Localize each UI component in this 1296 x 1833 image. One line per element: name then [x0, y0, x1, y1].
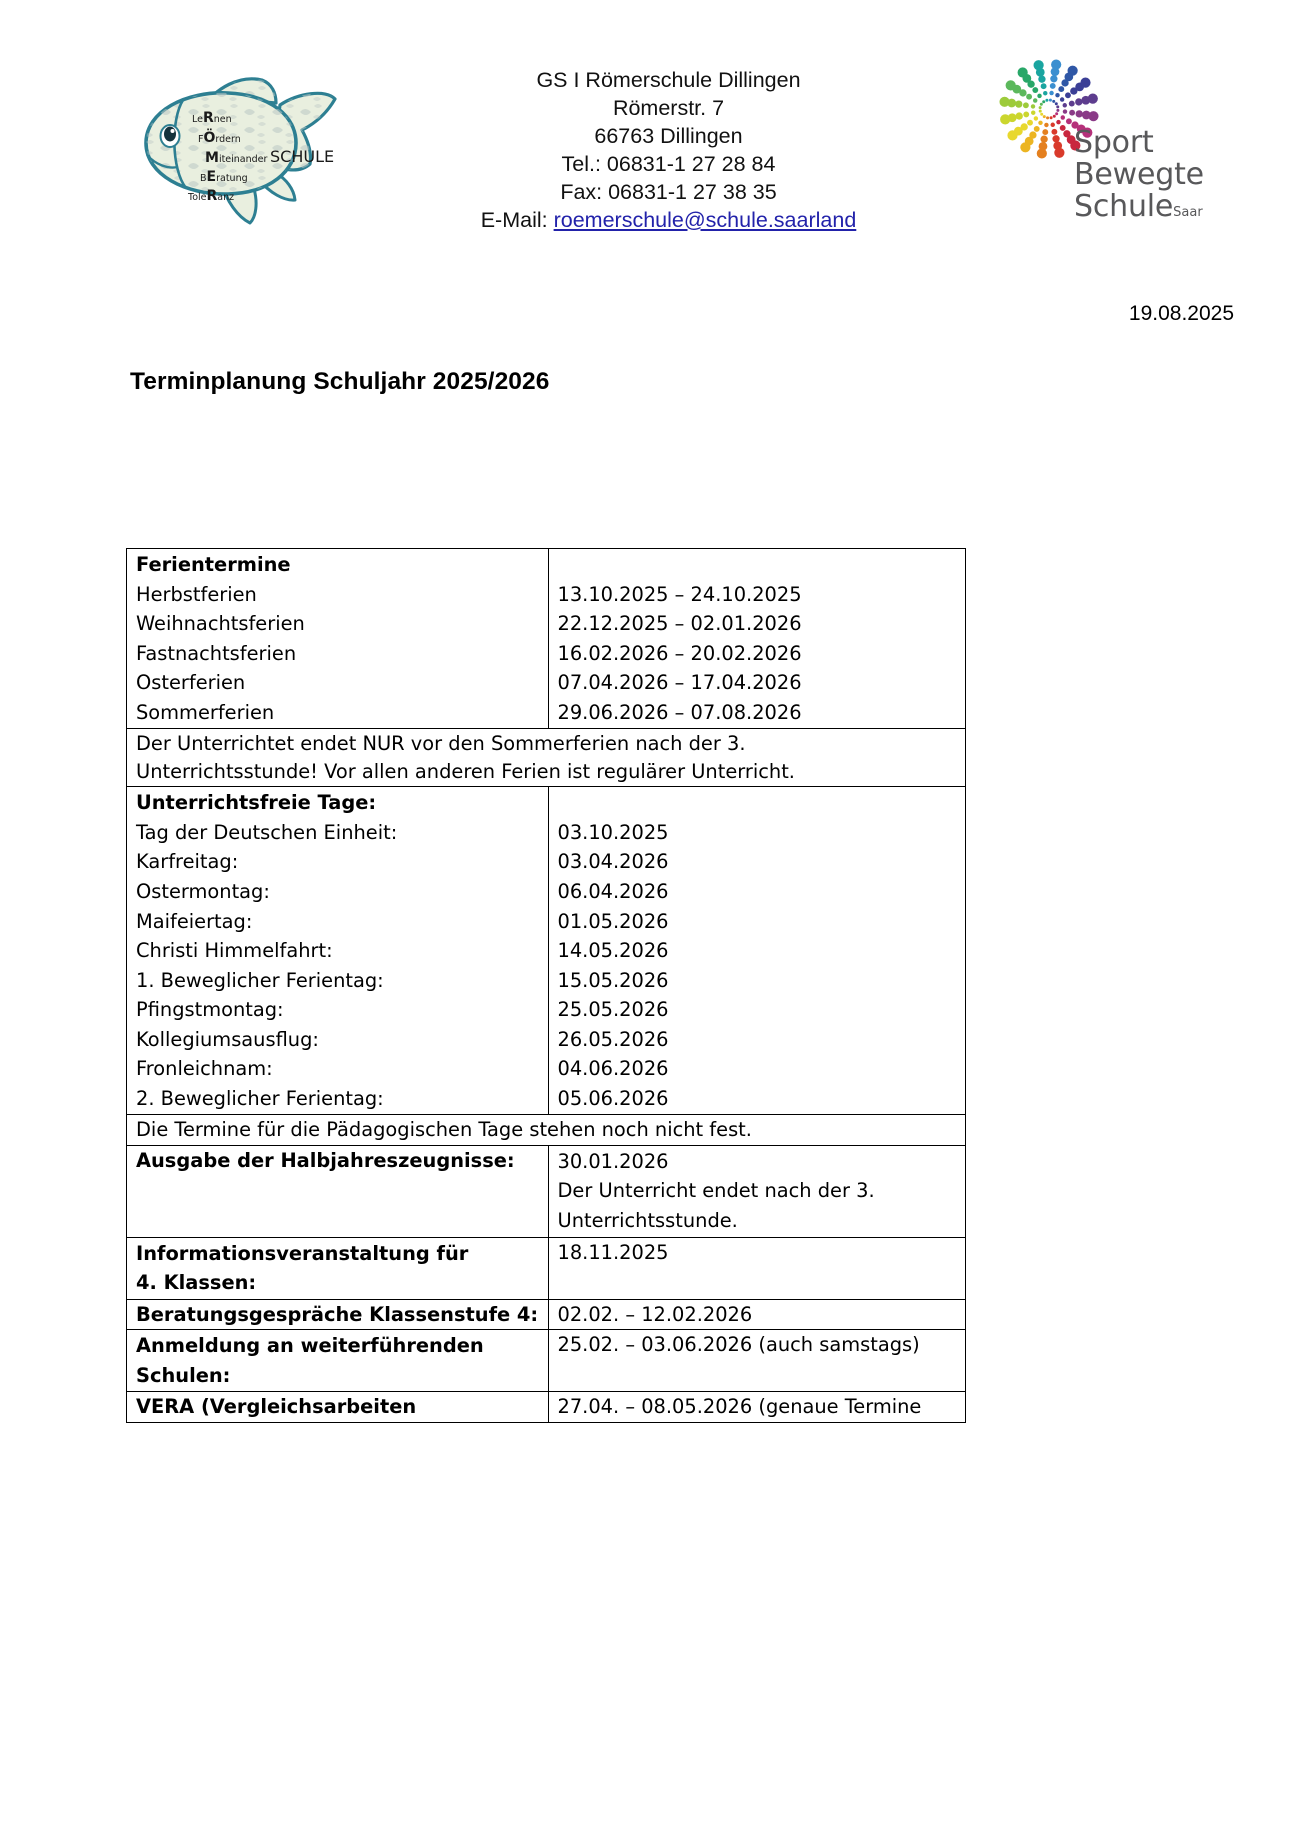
table-row: [127, 1115, 966, 1146]
beratungsgespraeche-label: Beratungsgespräche Klassenstufe 4:: [127, 1299, 549, 1330]
anmeldung-value: 25.02. – 03.06.2026 (auch samstags): [548, 1330, 966, 1392]
list-item: Kollegiumsausflug:: [136, 1027, 319, 1051]
table-row: [127, 549, 966, 729]
sbs-wordmark: [1074, 127, 1204, 223]
list-item: Maifeiertag:: [136, 909, 253, 933]
list-item: Osterferien: [136, 671, 246, 695]
table-row: [127, 1330, 966, 1392]
list-item-value: 05.06.2026: [557, 1086, 669, 1110]
list-item-value: 26.05.2026: [557, 1027, 669, 1051]
list-item: Ostermontag:: [136, 880, 270, 904]
schedule-table-wrap: [126, 548, 966, 1423]
anmeldung-label-line2: Schulen:: [136, 1363, 231, 1387]
note-unterricht-line1: Der Unterrichtet endet NUR vor den Sommerferien nach der 3.: [136, 732, 746, 756]
informationsveranstaltung-label: [127, 1237, 549, 1299]
list-item: Pfingstmontag:: [136, 998, 284, 1022]
list-item-value: 13.10.2025 – 24.10.2025: [557, 582, 802, 606]
sport-bewegte-schule-logo: [986, 55, 1236, 230]
svg-text:FÖrdern: FÖrdern: [198, 130, 241, 146]
list-item-value: 04.06.2026: [557, 1057, 669, 1081]
note-paedagogische-tage: Die Termine für die Pädagogischen Tage stehen noch nicht fest.: [127, 1115, 966, 1146]
svg-text:LeRnen: LeRnen: [192, 110, 232, 126]
svg-text:ToleRanz: ToleRanz: [188, 188, 235, 204]
list-item: Christi Himmelfahrt:: [136, 939, 333, 963]
list-item: Weihnachtsferien: [136, 612, 305, 636]
vera-value: 27.04. – 08.05.2026 (genaue Termine: [548, 1392, 966, 1423]
list-item: Tag der Deutschen Einheit:: [136, 820, 398, 844]
halbjahreszeugnisse-date: 30.01.2026: [557, 1149, 669, 1173]
list-item-value: 16.02.2026 – 20.02.2026: [557, 641, 802, 665]
sbs-suffix: Saar: [1173, 205, 1203, 221]
page-title: Terminplanung Schuljahr 2025/2026: [130, 368, 550, 395]
ferientermine-heading: Ferientermine: [136, 553, 291, 576]
list-item-value: 06.04.2026: [557, 880, 669, 904]
sbs-line2: Bewegte: [1074, 157, 1204, 193]
list-item: Herbstferien: [136, 582, 257, 606]
list-item: Sommerferien: [136, 700, 275, 724]
sbs-line3: Schule: [1074, 189, 1174, 225]
list-item: Fronleichnam:: [136, 1057, 273, 1081]
ferientermine-labels: [127, 549, 549, 729]
school-city: 66763 Dillingen: [594, 123, 743, 148]
letterhead: [0, 0, 1296, 240]
halbjahreszeugnisse-note1: Der Unterricht endet nach der 3.: [557, 1179, 875, 1203]
halbjahreszeugnisse-label: Ausgabe der Halbjahreszeugnisse:: [127, 1145, 549, 1237]
unterrichtsfreie-tage-labels: [127, 787, 549, 1115]
document-date: 19.08.2025: [1128, 302, 1234, 325]
anmeldung-label-line1: Anmeldung an weiterführenden: [136, 1334, 484, 1358]
table-row: [127, 1299, 966, 1330]
table-row: [127, 1237, 966, 1299]
svg-text:Miteinander: Miteinander: [205, 150, 268, 166]
school-fish-logo: [130, 67, 375, 227]
note-unterricht-line2: Unterrichtsstunde! Vor allen anderen Ferien ist regulärer Unterricht.: [136, 759, 795, 783]
list-item-value: 14.05.2026: [557, 939, 669, 963]
list-item: Fastnachtsferien: [136, 641, 297, 665]
school-address-block: [375, 55, 976, 235]
list-item-value: 25.05.2026: [557, 998, 669, 1022]
spacer: [558, 788, 958, 818]
halbjahreszeugnisse-value: [548, 1145, 966, 1237]
list-item: 2. Beweglicher Ferientag:: [136, 1086, 384, 1110]
list-item-value: 29.06.2026 – 07.08.2026: [557, 700, 802, 724]
email-label: E-Mail:: [480, 207, 548, 232]
svg-text:BEratung: BEratung: [200, 169, 248, 185]
list-item-value: 22.12.2025 – 02.01.2026: [557, 612, 802, 636]
list-item-value: 03.10.2025: [557, 820, 669, 844]
email-link[interactable]: roemerschule@schule.saarland: [553, 207, 857, 232]
note-unterricht: [127, 729, 966, 787]
table-row: [127, 729, 966, 787]
informationsveranstaltung-label-line1: Informationsveranstaltung für: [136, 1241, 469, 1265]
list-item-value: 07.04.2026 – 17.04.2026: [557, 671, 802, 695]
school-street: Römerstr. 7: [612, 95, 725, 120]
spacer: [558, 550, 958, 580]
svg-text:SCHULE: SCHULE: [270, 147, 335, 166]
school-fax: Fax: 06831-1 27 38 35: [560, 179, 777, 204]
schedule-table: [126, 548, 966, 1423]
list-item: Karfreitag:: [136, 850, 239, 874]
list-item-value: 03.04.2026: [557, 850, 669, 874]
sbs-line1: Sport: [1074, 125, 1154, 160]
unterrichtsfreie-tage-values: [548, 787, 966, 1115]
vera-label: VERA (Vergleichsarbeiten: [127, 1392, 549, 1423]
sbs-line3-wrap: [1074, 191, 1204, 223]
school-email-line: [375, 207, 962, 235]
unterrichtsfreie-tage-heading: Unterrichtsfreie Tage:: [136, 791, 377, 815]
list-item-value: 15.05.2026: [557, 968, 669, 992]
ferientermine-values: [548, 549, 966, 729]
school-name: GS I Römerschule Dillingen: [536, 68, 801, 92]
list-item-value: 01.05.2026: [557, 909, 669, 933]
table-row: [127, 1145, 966, 1237]
list-item: 1. Beweglicher Ferientag:: [136, 968, 384, 992]
informationsveranstaltung-label-line2: 4. Klassen:: [136, 1271, 257, 1295]
school-phone: Tel.: 06831-1 27 28 84: [561, 151, 776, 176]
informationsveranstaltung-value: 18.11.2025: [548, 1237, 966, 1299]
table-row: [127, 787, 966, 1115]
anmeldung-label: [127, 1330, 549, 1392]
halbjahreszeugnisse-note2: Unterrichtsstunde.: [557, 1209, 738, 1233]
beratungsgespraeche-value: 02.02. – 12.02.2026: [548, 1299, 966, 1330]
table-row: [127, 1392, 966, 1423]
